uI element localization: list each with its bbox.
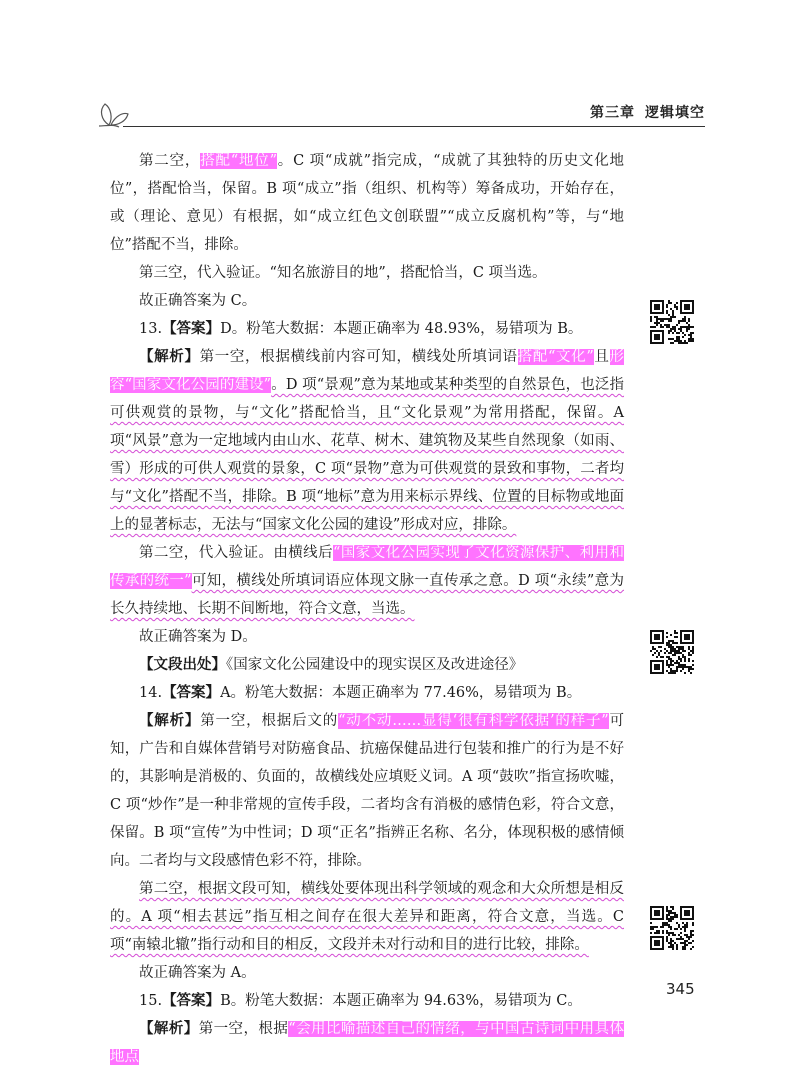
paragraph: 故正确答案为 D。 bbox=[139, 629, 257, 645]
qr-code-icon[interactable] bbox=[650, 630, 694, 674]
highlighted-phrase: 搭配“地位” bbox=[200, 153, 277, 169]
analysis-tag: 【解析】 bbox=[139, 1020, 199, 1037]
header-rule bbox=[123, 126, 705, 127]
page-number: 345 bbox=[666, 980, 695, 998]
chapter-number: 第三章 bbox=[590, 105, 635, 121]
answer-tag: 【答案】 bbox=[162, 992, 221, 1009]
paragraph: 故正确答案为 C。 bbox=[139, 293, 257, 309]
answer-line: 15.【答案】B。粉笔大数据：本题正确率为 94.63%，易错项为 C。 bbox=[139, 992, 582, 1009]
highlighted-phrase: 搭配“文化” bbox=[517, 349, 594, 365]
leaf-icon bbox=[95, 98, 131, 128]
source-tag: 【文段出处】 bbox=[139, 656, 226, 673]
highlighted-phrase: “动不动……显得‘很有科学依据’的样子” bbox=[338, 713, 609, 729]
paragraph: 第二空，代入验证。由横线后“国家文化公园实现了文化资源保护、利用和传承的统一”可知，横线处所填词语应体现文脉一直传承之意。D 项“永续”意为长久持续地、长期不间断地，符合文意，当选。 bbox=[110, 545, 624, 617]
paragraph: 第二空，根据文段可知，横线处要体现出科学领域的观念和大众所想是相反的。A 项“相去甚远”指互相之间存在很大差异和距离，符合文意，当选。C 项“南辕北辙”指行动和目的相反，文段并未对行动和目的进行比较，排除。 bbox=[110, 881, 624, 953]
analysis-tag: 【解析】 bbox=[139, 348, 200, 365]
paragraph: 第二空，搭配“地位”。C 项“成就”指完成，“成就了其独特的历史文化地位”，搭配恰当，保留。B 项“成立”指（组织、机构等）筹备成功，开始存在，或（理论、意见）有根据，如“成立红色文创联盟”“成立反腐机构”等，与“地位”搭配不当，排除。 bbox=[110, 153, 625, 253]
analysis-paragraph: 【解析】第一空，根据后文的“动不动……显得‘很有科学依据’的样子”可知，广告和自媒体营销号对防癌食品、抗癌保健品进行包装和推广的行为是不好的，其影响是消极的、负面的，故横线处应填贬义词。A 项“鼓吹”指宣扬吹嘘，C 项“炒作”是一种非常规的宣传手段，二者均含有消极的感情色彩，符合文意，保留。B 项“宣传”为中性词；D 项“正名”指辨正名称、名分，体现积极的感情倾向。二者均与文段感情色彩不符，排除。 bbox=[110, 712, 625, 869]
qr-code-icon[interactable] bbox=[650, 300, 694, 344]
chapter-section: 逻辑填空 bbox=[645, 105, 705, 121]
highlighted-phrase: “国家文化公园实现了文化资源保护、利用和传承的统一” bbox=[110, 545, 624, 589]
answer-tag: 【答案】 bbox=[162, 320, 221, 337]
underlined-text: 。D 项“景观”意为某地或某种类型的自然景色，也泛指可供观赏的景物，与“文化”搭配恰当，且“文化景观”为常用搭配，保留。A 项“风景”意为一定地域内由山水、花草、树木、建筑物及某些自然现象（如雨、雪）形成的可供人观赏的景象，C 项“景物”意为可供观赏的景致和事物，二者均与“文化”搭配不当，排除。B 项“地标”意为用来标示界线、位置的目标物或地面上的显著标志，无法与“国家文化公园的建设”形成对应，排除。 bbox=[110, 377, 625, 533]
highlighted-phrase: 形容“国家文化公园的建设” bbox=[110, 349, 625, 393]
paragraph: 故正确答案为 A。 bbox=[139, 965, 256, 981]
analysis-tag: 【解析】 bbox=[139, 712, 201, 729]
chapter-title bbox=[580, 102, 705, 122]
source-line: 【文段出处】《国家文化公园建设中的现实误区及改进途径》 bbox=[139, 656, 524, 673]
answer-tag: 【答案】 bbox=[162, 684, 221, 701]
answer-line: 13.【答案】D。粉笔大数据：本题正确率为 48.93%，易错项为 B。 bbox=[139, 320, 583, 337]
analysis-paragraph: 【解析】第一空，根据横线前内容可知，横线处所填词语搭配“文化”且形容“国家文化公园的建设”。D 项“景观”意为某地或某种类型的自然景色，也泛指可供观赏的景物，与“文化”搭配恰当，且“文化景观”为常用搭配，保留。A 项“风景”意为一定地域内由山水、花草、树木、建筑物及某些自然现象（如雨、雪）形成的可供人观赏的景象，C 项“景物”意为可供观赏的景致和事物，二者均与“文化”搭配不当，排除。B 项“地标”意为用来标示界线、位置的目标物或地面上的显著标志，无法与“国家文化公园的建设”形成对应，排除。 bbox=[110, 348, 625, 533]
page-content bbox=[110, 147, 624, 1071]
highlighted-phrase: “会用比喻描述自己的情绪，与中国古诗词中用具体地点 bbox=[110, 1021, 624, 1065]
analysis-paragraph: 【解析】第一空，根据“会用比喻描述自己的情绪，与中国古诗词中用具体地点 bbox=[110, 1020, 624, 1065]
paragraph: 第三空，代入验证。“知名旅游目的地”，搭配恰当，C 项当选。 bbox=[139, 265, 547, 281]
qr-code-icon[interactable] bbox=[650, 906, 694, 950]
underlined-text: 可知，横线处所填词语应体现文脉一直传承之意。D 项“永续”意为长久持续地、长期不间断地，符合文意，当选。 bbox=[110, 573, 624, 617]
answer-line: 14.【答案】A。粉笔大数据：本题正确率为 77.46%，易错项为 B。 bbox=[139, 684, 582, 701]
page-header bbox=[95, 96, 705, 130]
